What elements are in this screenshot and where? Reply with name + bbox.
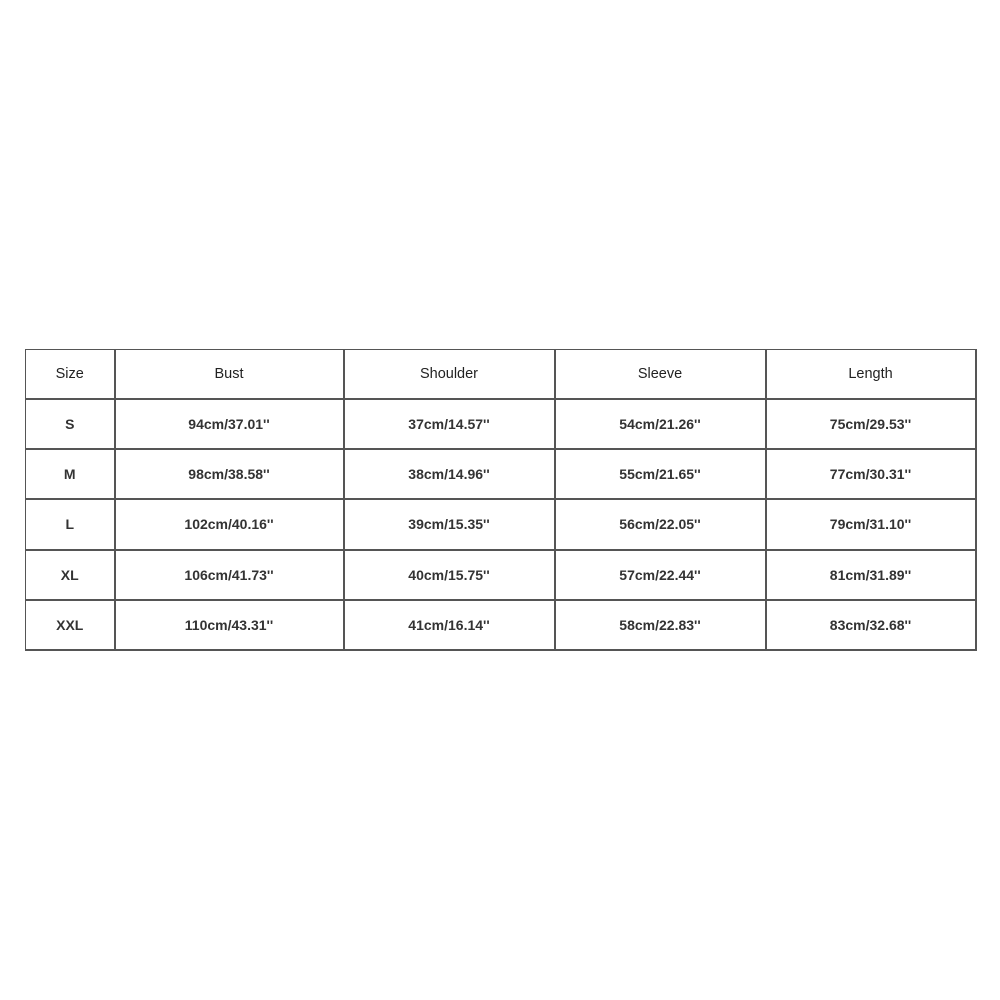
table-row [26,600,976,650]
cell-sleeve: 54cm/21.26'' [555,399,766,449]
cell-length: 79cm/31.10'' [766,499,976,549]
cell-size: XXL [26,600,115,650]
table-row [26,550,976,600]
cell-bust: 94cm/37.01'' [115,399,344,449]
cell-bust: 110cm/43.31'' [115,600,344,650]
table-row [26,449,976,499]
table-header-row [26,350,976,400]
cell-length: 81cm/31.89'' [766,550,976,600]
cell-shoulder: 39cm/15.35'' [344,499,555,549]
size-chart-table [25,349,977,651]
cell-shoulder: 37cm/14.57'' [344,399,555,449]
cell-bust: 98cm/38.58'' [115,449,344,499]
cell-sleeve: 55cm/21.65'' [555,449,766,499]
header-length: Length [766,350,976,400]
cell-length: 83cm/32.68'' [766,600,976,650]
cell-sleeve: 58cm/22.83'' [555,600,766,650]
cell-bust: 106cm/41.73'' [115,550,344,600]
cell-length: 75cm/29.53'' [766,399,976,449]
cell-size: M [26,449,115,499]
header-bust: Bust [115,350,344,400]
header-sleeve: Sleeve [555,350,766,400]
cell-bust: 102cm/40.16'' [115,499,344,549]
cell-shoulder: 40cm/15.75'' [344,550,555,600]
header-size: Size [26,350,115,400]
cell-length: 77cm/30.31'' [766,449,976,499]
cell-shoulder: 41cm/16.14'' [344,600,555,650]
header-shoulder: Shoulder [344,350,555,400]
cell-sleeve: 57cm/22.44'' [555,550,766,600]
table-row [26,399,976,449]
cell-shoulder: 38cm/14.96'' [344,449,555,499]
cell-size: XL [26,550,115,600]
cell-size: S [26,399,115,449]
cell-size: L [26,499,115,549]
table-row [26,499,976,549]
cell-sleeve: 56cm/22.05'' [555,499,766,549]
